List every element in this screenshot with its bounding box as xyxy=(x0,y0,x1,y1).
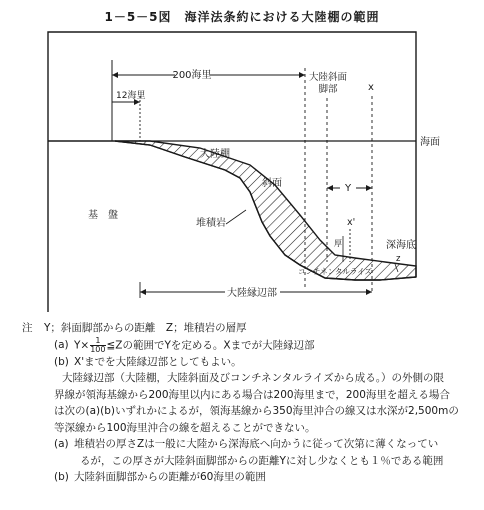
sediment-label: 堆積岩 xyxy=(196,218,226,229)
deep-floor-label: 深海底 xyxy=(386,240,416,251)
note-b: (b) X'までを大陸縁辺部としてもよい。 xyxy=(54,355,242,368)
margin-label: 大陸縁辺部 xyxy=(227,288,277,299)
note-criterion-a-cont: るが，この厚さが大陸斜面脚部からの距離Yに対し少なくとも１％である範囲 xyxy=(80,454,444,467)
xprime-label: x' xyxy=(347,217,356,228)
y-label: Y xyxy=(344,183,352,194)
note-legend: 注 Y；斜面脚部からの距離 Z；堆積岩の層厚 xyxy=(22,320,472,337)
figure-title: 1－5－5図 海洋法条約における大陸棚の範囲 xyxy=(104,10,380,24)
margin-arrowhead-left xyxy=(140,289,146,295)
continental-rise-label: コンチネンタルライズ xyxy=(297,267,373,276)
x-label: x xyxy=(368,82,374,93)
margin-arrowhead-right xyxy=(366,289,372,295)
nm200-label: 200海里 xyxy=(172,70,212,81)
note-paragraph-2: 界線が領海基線から200海里以内にある場合は200海里まで，200海里を超える場合 xyxy=(54,388,450,401)
note-a: (a) Y× $\frac{1}{100}$ ≦Zの範囲でYを定める。Xまでが大陸縁辺部 xyxy=(54,335,315,354)
y-arrowhead-left xyxy=(327,185,333,191)
sediment-layer xyxy=(115,141,416,280)
shelf-label: 大陸棚 xyxy=(200,149,230,160)
bedrock-label: 基 盤 xyxy=(88,210,118,221)
thickness-label: 厚 xyxy=(334,239,342,248)
note-head: 注 xyxy=(22,322,33,334)
sediment-pointer xyxy=(226,210,246,224)
z-label: z xyxy=(396,254,401,264)
sea-level-label: 海面 xyxy=(420,137,440,148)
y-arrowhead-right xyxy=(366,185,372,191)
note-criterion-b: (b) 大陸斜面脚部からの距離が60海里の範囲 xyxy=(54,471,266,483)
nm200-arrowhead-left xyxy=(112,72,118,78)
note-paragraph-1: 大陸縁辺部（大陸棚，大陸斜面及びコンチネンタルライズから成る。）の外側の限 xyxy=(62,372,444,384)
nm12-label: 12海里 xyxy=(116,91,146,101)
note-criterion-a: (a) 堆積岩の厚さZは一般に大陸から深海底へ向かうに従って次第に薄くなってい xyxy=(54,438,439,450)
slope-foot-label-1: 大陸斜面 xyxy=(308,72,348,83)
nm200-arrowhead-right xyxy=(299,72,305,78)
note-paragraph-3: は次の(a)(b)いずれかによるが，領海基線から350海里沖合の線又は水深が2,500mの xyxy=(54,405,459,417)
notes xyxy=(22,320,472,486)
slope-label: 斜面 xyxy=(262,178,282,189)
slope-foot-label-2: 脚部 xyxy=(318,84,338,95)
fraction: $\frac{1}{100}$ xyxy=(90,335,106,354)
note-paragraph-4: 等深線から100海里沖合の線を超えることができない。 xyxy=(54,421,316,434)
